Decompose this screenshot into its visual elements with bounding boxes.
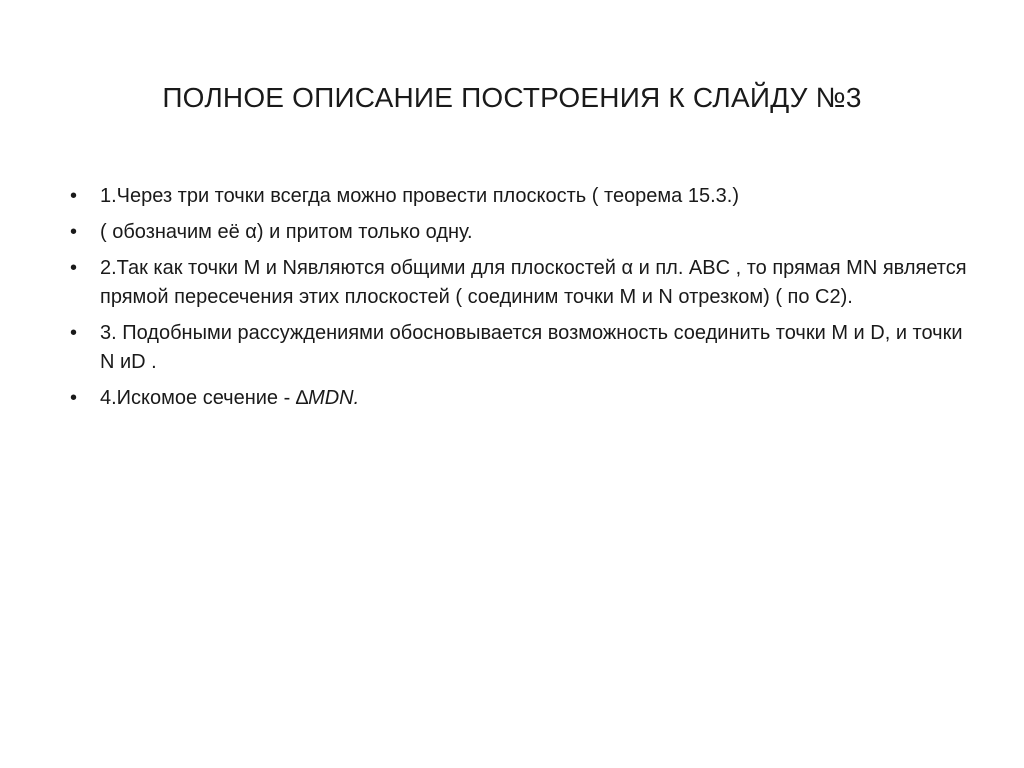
bullet-icon: • [70, 185, 78, 207]
section-name-italic: MDN. [308, 387, 360, 409]
list-item [70, 319, 970, 377]
bullet-icon: • [70, 257, 78, 279]
bullet-list [70, 182, 970, 420]
bullet-icon: • [70, 221, 78, 243]
slide-title: ПОЛНОЕ ОПИСАНИЕ ПОСТРОЕНИЯ К СЛАЙДУ №3 [162, 82, 862, 113]
list-item [70, 218, 970, 247]
list-item-text: ( обозначим её α) и притом только одну. [100, 221, 473, 243]
list-item [70, 384, 970, 413]
list-item [70, 254, 970, 312]
list-item-text: 2.Так как точки M и Nявляются общими для плоскостей α и пл. ABC , то прямая MN является прямой пересечения этих плоскостей ( соединим точки M и N отрезком) ( по С2). [100, 257, 967, 308]
list-item-text: 3. Подобными рассуждениями обосновывается возможность соединить точки M и D, и точки N иD . [100, 322, 963, 373]
list-item-text: 4.Искомое сечение - ∆ [100, 387, 309, 409]
list-item-text: 1.Через три точки всегда можно провести плоскость ( теорема 15.3.) [100, 185, 740, 207]
bullet-icon: • [70, 322, 78, 344]
bullet-icon: • [70, 387, 78, 409]
list-item [70, 182, 970, 211]
